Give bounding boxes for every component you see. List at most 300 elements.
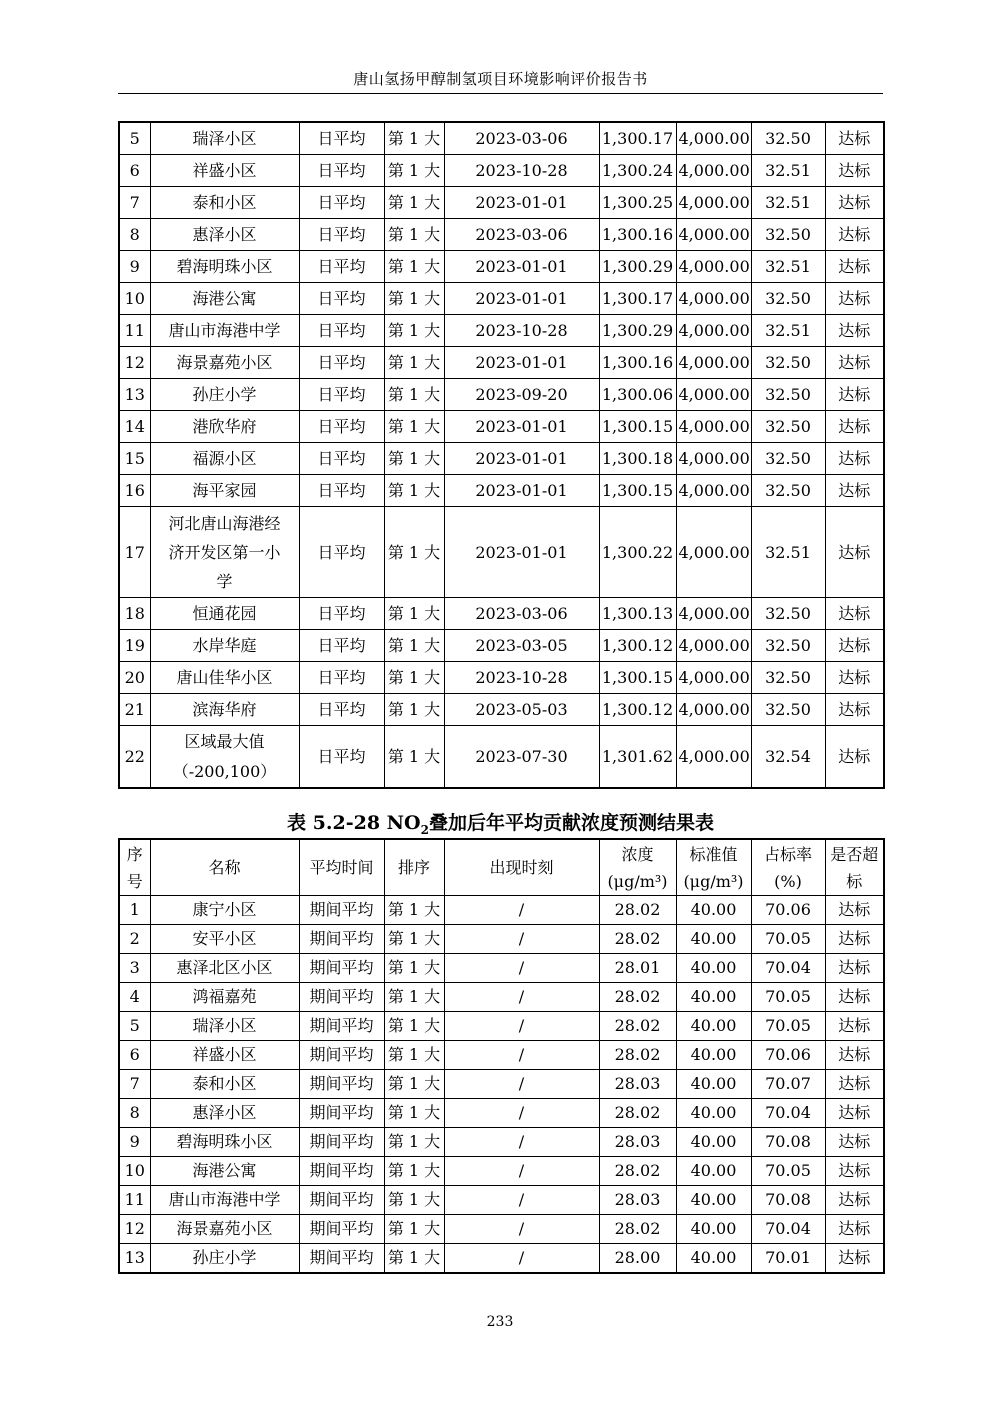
table-cell: 第 1 大 (384, 1186, 444, 1215)
table-cell: 28.00 (599, 1244, 676, 1274)
table-cell: 32.50 (751, 630, 825, 662)
table-cell: 40.00 (676, 1128, 751, 1157)
table-cell: 唐山市海港中学 (150, 315, 299, 347)
table-cell: 达标 (825, 1186, 884, 1215)
table-cell: 32.51 (751, 251, 825, 283)
table-cell: 32.50 (751, 379, 825, 411)
table-cell: 惠泽北区小区 (150, 954, 299, 983)
table-cell: 达标 (825, 122, 884, 155)
table-cell: 达标 (825, 379, 884, 411)
table-cell: 4,000.00 (676, 347, 751, 379)
table-cell: 第 1 大 (384, 694, 444, 726)
table-row (119, 630, 884, 662)
table-cell: 70.01 (751, 1244, 825, 1274)
table-cell: 70.05 (751, 983, 825, 1012)
table-cell: 6 (119, 1041, 150, 1070)
table-cell: 6 (119, 155, 150, 187)
table-cell: 恒通花园 (150, 598, 299, 630)
table-cell: 第 1 大 (384, 475, 444, 507)
table-cell: 日平均 (299, 122, 384, 155)
table-cell: 28.02 (599, 1012, 676, 1041)
table-cell: 第 1 大 (384, 954, 444, 983)
table-row (119, 379, 884, 411)
table-cell: 达标 (825, 187, 884, 219)
table-cell: 2023-03-06 (444, 598, 599, 630)
table-cell: 日平均 (299, 694, 384, 726)
table-cell: 40.00 (676, 925, 751, 954)
table-cell: 4,000.00 (676, 155, 751, 187)
table-cell: 32.54 (751, 726, 825, 789)
table-cell: 期间平均 (299, 1215, 384, 1244)
table-cell: 第 1 大 (384, 983, 444, 1012)
table-cell: / (444, 1244, 599, 1274)
table-cell: 32.50 (751, 411, 825, 443)
table-cell: 第 1 大 (384, 1041, 444, 1070)
table-cell: 孙庄小学 (150, 1244, 299, 1274)
table-cell: / (444, 1012, 599, 1041)
table2-body (119, 896, 884, 1274)
table-cell: 康宁小区 (150, 896, 299, 925)
table-cell: 32.50 (751, 694, 825, 726)
table-caption (118, 808, 883, 837)
table-cell: 28.03 (599, 1070, 676, 1099)
table-cell: 4,000.00 (676, 598, 751, 630)
table-cell: 达标 (825, 896, 884, 925)
table-row (119, 1012, 884, 1041)
table-cell: 日平均 (299, 315, 384, 347)
table-cell: 1,300.17 (599, 122, 676, 155)
table-row (119, 122, 884, 155)
table-row (119, 1157, 884, 1186)
table-cell: 4,000.00 (676, 251, 751, 283)
table-cell: 13 (119, 1244, 150, 1274)
table-cell: 11 (119, 1186, 150, 1215)
table-cell: 17 (119, 507, 150, 598)
table-cell: 1,300.18 (599, 443, 676, 475)
table-cell: 日平均 (299, 726, 384, 789)
table-row (119, 1128, 884, 1157)
table-cell: 2023-01-01 (444, 475, 599, 507)
column-header: 出现时刻 (444, 839, 599, 896)
table-cell: 日平均 (299, 187, 384, 219)
column-header: 平均时间 (299, 839, 384, 896)
table-cell: 1,300.13 (599, 598, 676, 630)
table-cell: / (444, 954, 599, 983)
table-cell: 滨海华府 (150, 694, 299, 726)
table-cell: 第 1 大 (384, 925, 444, 954)
table-cell: 4,000.00 (676, 122, 751, 155)
table-cell: 1,300.29 (599, 315, 676, 347)
table-cell: 4,000.00 (676, 662, 751, 694)
table-cell: 28.02 (599, 925, 676, 954)
table-cell: 达标 (825, 283, 884, 315)
table-cell: 20 (119, 662, 150, 694)
table-cell: 1,300.12 (599, 694, 676, 726)
table-cell: 2023-10-28 (444, 155, 599, 187)
table-cell: 32.50 (751, 475, 825, 507)
table-row (119, 475, 884, 507)
table-cell: 32.50 (751, 122, 825, 155)
table-cell: 惠泽小区 (150, 219, 299, 251)
table-cell: 唐山市海港中学 (150, 1186, 299, 1215)
table-row (119, 983, 884, 1012)
table-cell: 第 1 大 (384, 726, 444, 789)
table-cell: 孙庄小学 (150, 379, 299, 411)
table-cell: 8 (119, 1099, 150, 1128)
table-cell: 第 1 大 (384, 443, 444, 475)
table-cell: / (444, 1041, 599, 1070)
table-row (119, 1041, 884, 1070)
table-row (119, 598, 884, 630)
table-row (119, 283, 884, 315)
table-cell: 达标 (825, 1041, 884, 1070)
table-cell: 4,000.00 (676, 630, 751, 662)
table-cell: 28.02 (599, 1099, 676, 1128)
table-cell: 达标 (825, 1157, 884, 1186)
table-cell: 8 (119, 219, 150, 251)
table-cell: 32.51 (751, 507, 825, 598)
table-cell: 第 1 大 (384, 411, 444, 443)
table-cell: 28.03 (599, 1128, 676, 1157)
table-cell: / (444, 1070, 599, 1099)
table-cell: 第 1 大 (384, 155, 444, 187)
table-row (119, 1186, 884, 1215)
table-row (119, 507, 884, 598)
table-cell: 港欣华府 (150, 411, 299, 443)
table-cell: 海景嘉苑小区 (150, 347, 299, 379)
table-cell: 达标 (825, 475, 884, 507)
table-cell: 40.00 (676, 1012, 751, 1041)
table-cell: 32.51 (751, 155, 825, 187)
table-cell: 第 1 大 (384, 1244, 444, 1274)
table-cell: 达标 (825, 726, 884, 789)
header-rule (118, 93, 883, 94)
table-cell: 21 (119, 694, 150, 726)
page-number: 233 (486, 1314, 514, 1330)
table-cell: 第 1 大 (384, 1157, 444, 1186)
table-cell: 达标 (825, 1128, 884, 1157)
table-cell: 达标 (825, 411, 884, 443)
column-header: 浓度 (μg/m³) (599, 839, 676, 896)
table-cell: 第 1 大 (384, 1128, 444, 1157)
table-cell: 达标 (825, 925, 884, 954)
table-row (119, 219, 884, 251)
table-cell: 第 1 大 (384, 1070, 444, 1099)
table-cell: 12 (119, 347, 150, 379)
table2-header-row (119, 839, 884, 896)
table-cell: 期间平均 (299, 1099, 384, 1128)
table-cell: 日平均 (299, 219, 384, 251)
table-cell: 40.00 (676, 1041, 751, 1070)
table-cell: 第 1 大 (384, 896, 444, 925)
table-cell: 2023-01-01 (444, 507, 599, 598)
table-cell: 18 (119, 598, 150, 630)
table-cell: 泰和小区 (150, 1070, 299, 1099)
table-cell: 1,300.15 (599, 475, 676, 507)
table-cell: 期间平均 (299, 1070, 384, 1099)
table-cell: 河北唐山海港经 济开发区第一小 学 (150, 507, 299, 598)
table-cell: 3 (119, 954, 150, 983)
table-cell: 第 1 大 (384, 187, 444, 219)
table-cell: 16 (119, 475, 150, 507)
table-cell: 鸿福嘉苑 (150, 983, 299, 1012)
table-cell: 达标 (825, 251, 884, 283)
annual-average-results-table (118, 838, 885, 1274)
table-cell: / (444, 1215, 599, 1244)
table-cell: 碧海明珠小区 (150, 251, 299, 283)
table-cell: 达标 (825, 694, 884, 726)
table-cell: 第 1 大 (384, 219, 444, 251)
table-row (119, 925, 884, 954)
table-cell: 达标 (825, 315, 884, 347)
table-cell: 70.05 (751, 1012, 825, 1041)
table-cell: 惠泽小区 (150, 1099, 299, 1128)
table-cell: 海景嘉苑小区 (150, 1215, 299, 1244)
table-cell: 15 (119, 443, 150, 475)
table-cell: 4,000.00 (676, 283, 751, 315)
table-cell: 2023-03-05 (444, 630, 599, 662)
table-cell: 1,300.06 (599, 379, 676, 411)
table-cell: 1,300.29 (599, 251, 676, 283)
table-cell: 2023-01-01 (444, 251, 599, 283)
table-cell: 日平均 (299, 475, 384, 507)
table-cell: 4,000.00 (676, 507, 751, 598)
table-cell: 第 1 大 (384, 283, 444, 315)
table-cell: 达标 (825, 983, 884, 1012)
table-cell: 2023-07-30 (444, 726, 599, 789)
table-cell: 1,300.24 (599, 155, 676, 187)
table-cell: 日平均 (299, 283, 384, 315)
table-cell: 第 1 大 (384, 507, 444, 598)
table-cell: 日平均 (299, 598, 384, 630)
table-cell: 2023-10-28 (444, 315, 599, 347)
table-cell: 4,000.00 (676, 475, 751, 507)
table-cell: 2023-01-01 (444, 347, 599, 379)
table-cell: 40.00 (676, 1186, 751, 1215)
table-cell: 28.02 (599, 1157, 676, 1186)
table1-body (119, 122, 884, 788)
table-cell: / (444, 1186, 599, 1215)
table-cell: 达标 (825, 1012, 884, 1041)
table-cell: 4,000.00 (676, 219, 751, 251)
table-cell: 日平均 (299, 662, 384, 694)
table-cell: 日平均 (299, 155, 384, 187)
table-cell: 达标 (825, 507, 884, 598)
table-cell: 2023-05-03 (444, 694, 599, 726)
table-cell: 70.04 (751, 954, 825, 983)
table-cell: 第 1 大 (384, 598, 444, 630)
table-row (119, 694, 884, 726)
table-cell: 祥盛小区 (150, 155, 299, 187)
table-cell: 1,300.16 (599, 347, 676, 379)
table-cell: 达标 (825, 598, 884, 630)
table-cell: 7 (119, 1070, 150, 1099)
table-cell: 期间平均 (299, 983, 384, 1012)
table-cell: 第 1 大 (384, 315, 444, 347)
table-cell: 22 (119, 726, 150, 789)
table-cell: 1,300.25 (599, 187, 676, 219)
table-cell: 1,300.16 (599, 219, 676, 251)
table-cell: 2023-01-01 (444, 443, 599, 475)
table-cell: 32.50 (751, 662, 825, 694)
table-cell: 期间平均 (299, 925, 384, 954)
table-cell: 海港公寓 (150, 283, 299, 315)
table-cell: 福源小区 (150, 443, 299, 475)
table-cell: 19 (119, 630, 150, 662)
table-cell: 4,000.00 (676, 694, 751, 726)
table-cell: 第 1 大 (384, 122, 444, 155)
table-row (119, 1099, 884, 1128)
table-cell: 13 (119, 379, 150, 411)
table-cell: 40.00 (676, 1157, 751, 1186)
table-cell: 达标 (825, 219, 884, 251)
table-cell: 达标 (825, 630, 884, 662)
table-cell: 碧海明珠小区 (150, 1128, 299, 1157)
table-cell: 达标 (825, 443, 884, 475)
table-cell: 第 1 大 (384, 630, 444, 662)
table-cell: / (444, 1157, 599, 1186)
table-cell: 40.00 (676, 983, 751, 1012)
table-cell: 9 (119, 1128, 150, 1157)
table-cell: 28.02 (599, 983, 676, 1012)
table-cell: 40.00 (676, 954, 751, 983)
table-row (119, 443, 884, 475)
table-cell: / (444, 1128, 599, 1157)
table-cell: 70.05 (751, 1157, 825, 1186)
table-cell: 第 1 大 (384, 251, 444, 283)
table-row (119, 155, 884, 187)
column-header: 名称 (150, 839, 299, 896)
table-cell: 瑞泽小区 (150, 1012, 299, 1041)
table-cell: 达标 (825, 155, 884, 187)
table-cell: 2023-03-06 (444, 122, 599, 155)
table-row (119, 1070, 884, 1099)
table-row (119, 726, 884, 789)
column-header: 序 号 (119, 839, 150, 896)
table-cell: 4,000.00 (676, 379, 751, 411)
table-cell: 2023-09-20 (444, 379, 599, 411)
table-cell: 日平均 (299, 347, 384, 379)
table-cell: 第 1 大 (384, 379, 444, 411)
table-cell: 第 1 大 (384, 1012, 444, 1041)
table-cell: 28.02 (599, 1215, 676, 1244)
table-cell: 4 (119, 983, 150, 1012)
table-cell: 日平均 (299, 411, 384, 443)
table-cell: 2023-01-01 (444, 187, 599, 219)
table-cell: 日平均 (299, 630, 384, 662)
table-cell: 瑞泽小区 (150, 122, 299, 155)
table-cell: 1,300.15 (599, 662, 676, 694)
table-cell: 唐山佳华小区 (150, 662, 299, 694)
table-cell: 期间平均 (299, 1128, 384, 1157)
table-row (119, 251, 884, 283)
table-cell: 达标 (825, 1244, 884, 1274)
table-cell: 11 (119, 315, 150, 347)
table-cell: 安平小区 (150, 925, 299, 954)
table-cell: 达标 (825, 662, 884, 694)
table-row (119, 411, 884, 443)
table-cell: 泰和小区 (150, 187, 299, 219)
table-cell: / (444, 925, 599, 954)
table-cell: 1,300.15 (599, 411, 676, 443)
table-cell: 10 (119, 283, 150, 315)
page-header-title: 唐山氢扬甲醇制氢项目环境影响评价报告书 (353, 70, 648, 88)
table-cell: 期间平均 (299, 1041, 384, 1070)
table-row (119, 315, 884, 347)
column-header: 是否超 标 (825, 839, 884, 896)
table-cell: 日平均 (299, 379, 384, 411)
table-cell: / (444, 1099, 599, 1128)
table-cell: 第 1 大 (384, 1215, 444, 1244)
column-header: 占标率 (%) (751, 839, 825, 896)
table-cell: 32.50 (751, 598, 825, 630)
table-row (119, 954, 884, 983)
table-cell: 2023-10-28 (444, 662, 599, 694)
table-cell: 1,301.62 (599, 726, 676, 789)
table-cell: 70.08 (751, 1186, 825, 1215)
table-cell: 期间平均 (299, 1012, 384, 1041)
table-cell: 1 (119, 896, 150, 925)
table-cell: 28.02 (599, 896, 676, 925)
table-cell: 40.00 (676, 1244, 751, 1274)
table-row (119, 896, 884, 925)
table-cell: 达标 (825, 1099, 884, 1128)
table-cell: 1,300.17 (599, 283, 676, 315)
table-cell: 40.00 (676, 1070, 751, 1099)
table-cell: 达标 (825, 1070, 884, 1099)
table-cell: 1,300.12 (599, 630, 676, 662)
table-cell: 期间平均 (299, 954, 384, 983)
table-cell: 40.00 (676, 1099, 751, 1128)
table-cell: 4,000.00 (676, 315, 751, 347)
table-cell: 4,000.00 (676, 726, 751, 789)
table-row (119, 187, 884, 219)
table-cell: 祥盛小区 (150, 1041, 299, 1070)
table-cell: 7 (119, 187, 150, 219)
table-cell: 12 (119, 1215, 150, 1244)
table-cell: 28.02 (599, 1041, 676, 1070)
table-cell: 达标 (825, 347, 884, 379)
table-cell: 日平均 (299, 443, 384, 475)
table-cell: 期间平均 (299, 1244, 384, 1274)
table-cell: / (444, 896, 599, 925)
table-cell: 14 (119, 411, 150, 443)
table-cell: 28.03 (599, 1186, 676, 1215)
table-row (119, 1244, 884, 1274)
table-cell: 40.00 (676, 896, 751, 925)
table-cell: 70.07 (751, 1070, 825, 1099)
column-header: 标准值 (μg/m³) (676, 839, 751, 896)
table-cell: 第 1 大 (384, 662, 444, 694)
daily-average-results-table (118, 121, 885, 789)
table-cell: 达标 (825, 1215, 884, 1244)
table-cell: 32.50 (751, 347, 825, 379)
table-cell: 水岸华庭 (150, 630, 299, 662)
table-cell: 第 1 大 (384, 1099, 444, 1128)
table-cell: 海港公寓 (150, 1157, 299, 1186)
table-cell: 70.08 (751, 1128, 825, 1157)
caption-prefix: 表 5.2-28 NO (287, 812, 421, 834)
column-header: 排序 (384, 839, 444, 896)
table-cell: 4,000.00 (676, 187, 751, 219)
table-cell: 5 (119, 122, 150, 155)
caption-subscript: 2 (420, 822, 429, 837)
table-cell: 28.01 (599, 954, 676, 983)
table-cell: 2 (119, 925, 150, 954)
table-cell: 5 (119, 1012, 150, 1041)
table-row (119, 662, 884, 694)
table-cell: 10 (119, 1157, 150, 1186)
